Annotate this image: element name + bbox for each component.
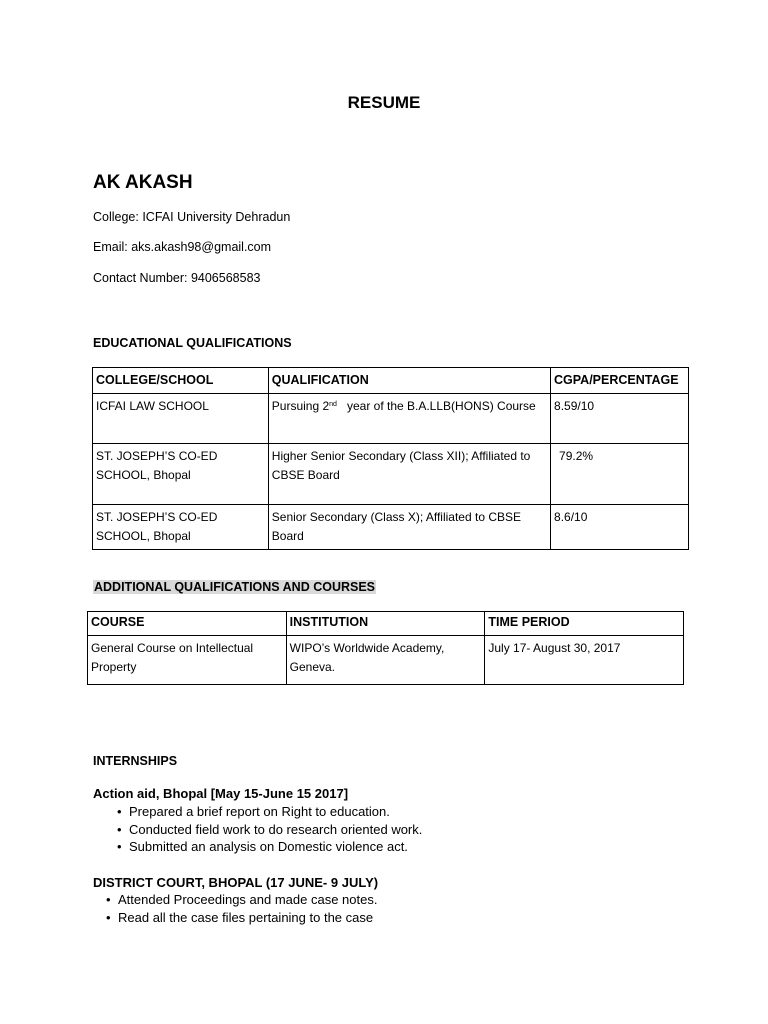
column-header: COLLEGE/SCHOOL [93, 368, 269, 394]
additional-courses-table [87, 611, 684, 685]
bullet-icon: • [117, 839, 122, 854]
bullet-icon: • [117, 804, 122, 819]
list-item [117, 838, 422, 856]
column-header: INSTITUTION [286, 612, 485, 636]
qualification-cell: Senior Secondary (Class X); Affiliated to CBSE Board [268, 505, 550, 550]
table-row [93, 505, 689, 550]
bullet-icon: • [117, 821, 122, 837]
column-header: TIME PERIOD [485, 612, 684, 636]
column-header: CGPA/PERCENTAGE [551, 368, 689, 394]
qualification-cell: Higher Senior Secondary (Class XII); Affiliated to CBSE Board [268, 444, 550, 505]
column-header: COURSE [88, 612, 287, 636]
table-row [88, 636, 684, 685]
table-header-row [88, 612, 684, 636]
internship-bullet-list [117, 803, 422, 856]
list-item [117, 803, 422, 821]
qualification-cell [268, 394, 550, 444]
bullet-text: Prepared a brief report on Right to education. [129, 804, 390, 819]
list-item [106, 891, 377, 909]
email-info: Email: aks.akash98@gmail.com [93, 240, 272, 254]
score-cell: 8.6/10 [551, 505, 689, 550]
list-item [106, 909, 377, 927]
page-title: RESUME [347, 93, 421, 112]
education-table [92, 367, 689, 550]
column-header: QUALIFICATION [268, 368, 550, 394]
school-cell: ICFAI LAW SCHOOL [93, 394, 269, 444]
bullet-text: Submitted an analysis on Domestic violence act. [129, 839, 408, 854]
highlighted-heading-text: ADDITIONAL QUALIFICATIONS AND COURSES [94, 580, 376, 594]
qualification-text: year of the B.A.LLB(HONS) Course [346, 399, 536, 413]
list-item [117, 821, 422, 839]
bullet-icon: • [106, 892, 111, 907]
education-heading: EDUCATIONAL QUALIFICATIONS [93, 336, 292, 350]
course-cell: General Course on Intellectual Property [88, 636, 287, 685]
ordinal-suffix: nd [329, 401, 337, 408]
institution-cell: WIPO’s Worldwide Academy, Geneva. [286, 636, 485, 685]
internship-title: Action aid, Bhopal [May 15-June 15 2017] [93, 786, 349, 801]
table-row [93, 394, 689, 444]
additional-heading [93, 580, 376, 594]
bullet-icon: • [106, 909, 111, 925]
score-cell: 79.2% [551, 444, 689, 505]
score-cell: 8.59/10 [551, 394, 689, 444]
bullet-text: Attended Proceedings and made case notes. [118, 892, 378, 907]
table-row [93, 444, 689, 505]
internship-title: DISTRICT COURT, BHOPAL (17 JUNE- 9 JULY) [93, 875, 379, 890]
bullet-text: Conducted field work to do research oriented work. [129, 821, 423, 837]
candidate-name: AK AKASH [93, 172, 193, 193]
school-cell: ST. JOSEPH’S CO-ED SCHOOL, Bhopal [93, 444, 269, 505]
period-cell: July 17- August 30, 2017 [485, 636, 684, 685]
school-cell: ST. JOSEPH’S CO-ED SCHOOL, Bhopal [93, 505, 269, 550]
internship-bullet-list [106, 891, 377, 926]
college-info: College: ICFAI University Dehradun [93, 210, 291, 224]
qualification-text: Pursuing 2 [271, 399, 330, 413]
bullet-text: Read all the case files pertaining to the case [118, 909, 374, 925]
phone-info: Contact Number: 9406568583 [93, 271, 261, 285]
table-header-row [93, 368, 689, 394]
internships-heading: INTERNSHIPS [93, 754, 178, 768]
